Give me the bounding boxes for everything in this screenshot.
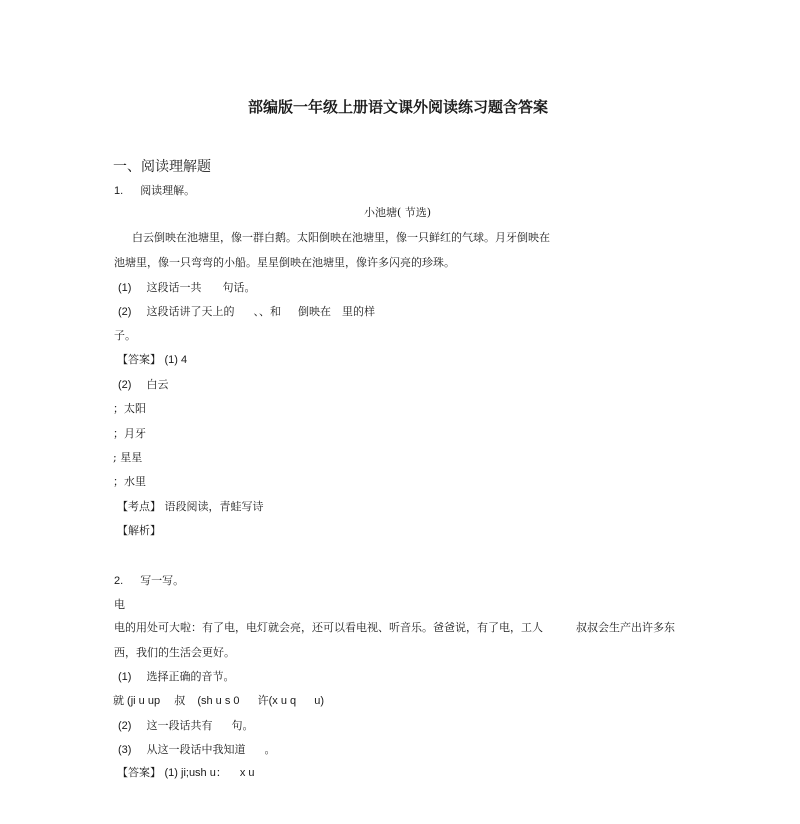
jiexi-label: 【解析】	[117, 524, 161, 537]
document-title: 部编版一年级上册语文课外阅读练习题含答案	[248, 98, 549, 116]
sub-question-tail: 。	[264, 743, 276, 756]
question-label: 阅读理解。	[140, 184, 196, 197]
answer-line: ；月牙	[113, 427, 146, 440]
sub-question-number: (1)	[118, 282, 132, 294]
answer-tail: x u	[239, 767, 255, 779]
passage-title: 小池塘( 节选)	[364, 206, 432, 219]
question-label: 写一写。	[140, 574, 185, 587]
answer-text: (1) 4	[164, 354, 188, 366]
kaodian-label: 【考点】	[117, 500, 161, 513]
pinyin-option: 叔	[174, 695, 186, 707]
passage-line: 西，我们的生活会更好。	[114, 646, 235, 659]
answer-text: (1) ji;ush u：	[164, 767, 227, 779]
sub-question-1	[118, 281, 255, 295]
answer	[117, 353, 187, 367]
sub-question-number: (1)	[118, 671, 132, 683]
sub-question-continuation: 子。	[114, 329, 136, 342]
passage-line: 叔叔会生产出许多东	[576, 621, 675, 634]
answer-line: ; 星星	[113, 451, 143, 464]
question-1-heading	[114, 184, 195, 198]
question-number: 2.	[114, 575, 124, 587]
sub-question-1	[118, 670, 234, 684]
answer-label: 【答案】	[117, 766, 161, 779]
pinyin-options	[113, 694, 324, 708]
pinyin-option: u)	[314, 695, 325, 707]
sub-question-2	[118, 305, 375, 319]
passage-line: 池塘里，像一只弯弯的小船。星星倒映在池塘里，像许多闪亮的珍珠。	[114, 256, 455, 269]
pinyin-option: (sh u s 0	[197, 695, 240, 707]
sub-question-2	[118, 719, 253, 733]
pinyin-option: 许(x u q	[257, 695, 297, 707]
answer-line: ；太阳	[113, 402, 146, 415]
kaodian	[117, 500, 264, 514]
sub-question-end: 里的样	[341, 305, 375, 318]
passage-line: 白云倒映在池塘里，像一群白鹅。太阳倒映在池塘里，像一只鲜红的气球。月牙倒映在	[132, 231, 550, 244]
passage-line: 电的用处可大啦：有了电，电灯就会亮，还可以看电视、听音乐。爸爸说，有了电，工人	[114, 621, 543, 634]
sub-question-text: 这段话讲了天上的	[146, 305, 235, 318]
sub-question-tail: 倒映在	[297, 305, 331, 318]
sub-question-text: 这一段话共有	[146, 719, 213, 732]
answer-text: 白云	[146, 378, 169, 391]
sub-question-text: 这段话一共	[146, 281, 202, 294]
sub-question-tail: 句话。	[222, 281, 256, 294]
question-2-heading	[114, 574, 184, 588]
answer-number: (2)	[118, 379, 132, 391]
sub-question-number: (3)	[118, 744, 132, 756]
question-number: 1.	[114, 185, 124, 197]
sub-question-mid: 、、和	[253, 305, 281, 318]
sub-question-number: (2)	[118, 306, 132, 318]
answer-line: ；水里	[113, 475, 146, 488]
answer-label: 【答案】	[117, 353, 161, 366]
sub-question-tail: 句。	[231, 719, 254, 732]
kaodian-text: 语段阅读，青蛙写诗	[164, 500, 264, 513]
section-heading: 一、阅读理解题	[113, 159, 211, 175]
sub-question-text: 选择正确的音节。	[146, 670, 235, 683]
sub-question-text: 从这一段话中我知道	[146, 743, 246, 756]
pinyin-option: 就 (ji u up	[113, 695, 161, 707]
answer-line	[118, 378, 168, 392]
answer	[117, 766, 255, 780]
passage-title: 电	[114, 598, 125, 611]
sub-question-number: (2)	[118, 720, 132, 732]
sub-question-3	[118, 743, 275, 757]
